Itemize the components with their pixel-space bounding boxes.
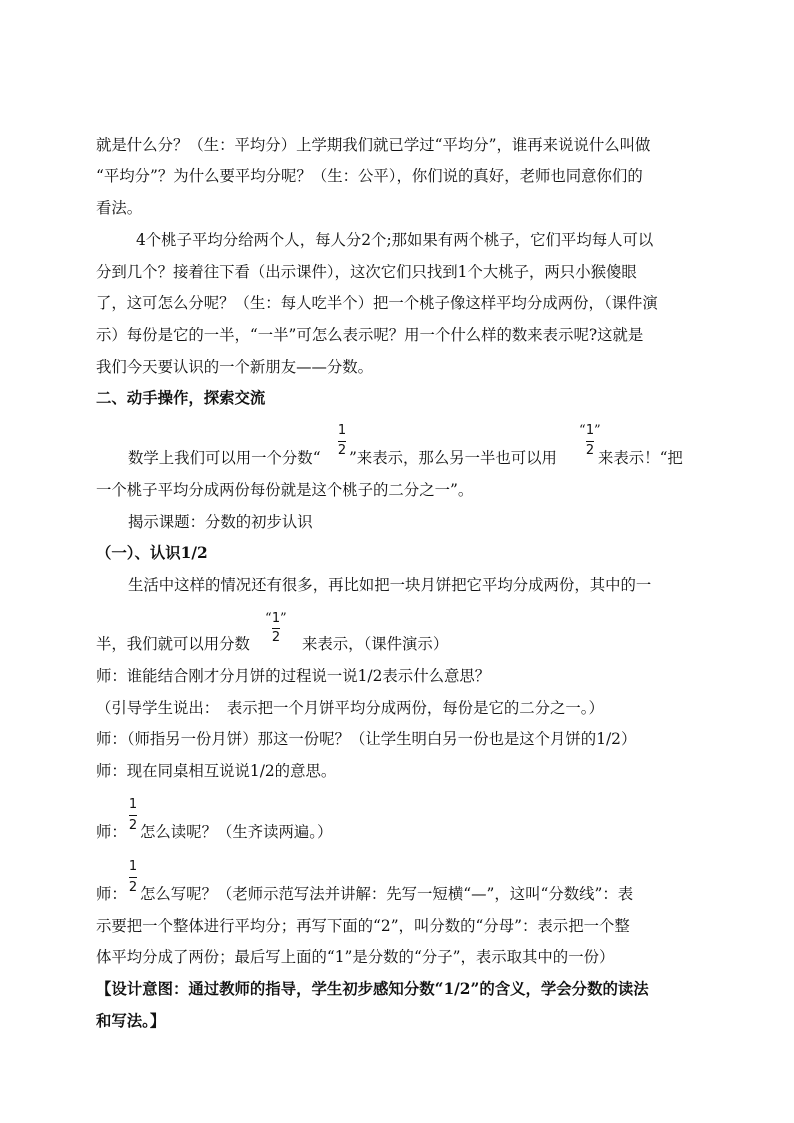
paragraph-line: 师：现在同桌相互说说1/2的意思。: [96, 762, 337, 780]
paragraph-line: 生活中这样的情况还有很多，再比如把一块月饼把它平均分成两份，其中的一: [128, 576, 652, 594]
paragraph-line: 我们今天要认识的一个新朋友——分数。: [96, 358, 374, 376]
paragraph-line: 师：（师指另一份月饼）那这一份呢？（让学生明白另一份也是这个月饼的1/2）: [96, 730, 637, 748]
fraction-denominator: 2: [585, 443, 595, 458]
section-heading: 二、动手操作，探索交流: [96, 389, 266, 407]
paragraph-line: 分到几个？接着往下看（出示课件），这次它们只找到1个大桃子，两只小猴傻眼: [96, 263, 637, 281]
paragraph-line: 揭示课题：分数的初步认识: [128, 513, 313, 531]
fraction-denominator: 2: [271, 630, 281, 645]
open-quote: “: [265, 611, 272, 626]
paragraph-line: 体平均分成了两份；最后写上面的“1”是分数的“分子”，表示取其中的一份）: [96, 948, 615, 966]
paragraph-line: 一个桃子平均分成两份每份就是这个桃子的二分之一”。: [96, 481, 474, 499]
fraction-numerator: 1: [128, 797, 138, 812]
paragraph-line: 来表示，（课件演示）: [302, 635, 449, 653]
paragraph-line: 示要把一个整体进行平均分；再写下面的“2”，叫分数的“分母”：表示把一个整: [96, 917, 630, 935]
paragraph-line: “平均分”？为什么要平均分呢？（生：公平），你们说的真好，老师也同意你们的: [96, 167, 643, 185]
fraction-numerator: 1: [337, 423, 347, 438]
paragraph-line: ”来表示，那么另一半也可以用: [349, 449, 557, 467]
close-quote: ”: [280, 611, 287, 626]
design-intent: 和写法。】: [96, 1012, 166, 1030]
fraction-numerator: 1: [585, 423, 595, 438]
close-quote: ”: [594, 423, 601, 438]
paragraph-line: 数学上我们可以用一个分数“: [128, 449, 321, 467]
fraction-bar: [586, 441, 594, 442]
paragraph-line: 来表示！“把: [598, 449, 683, 467]
paragraph-line: （引导学生说出： 表示把一个月饼平均分成两份，每份是它的二分之一。）: [96, 699, 604, 717]
paragraph-line: 就是什么分？（生：平均分）上学期我们就已学过“平均分”，谁再来说说什么叫做: [96, 136, 651, 154]
fraction-denominator: 2: [128, 880, 138, 895]
paragraph-line: 半，我们就可以用分数: [96, 635, 250, 653]
paragraph-line: 师：谁能结合刚才分月饼的过程说一说1/2表示什么意思？: [96, 667, 491, 685]
paragraph-line: 师：: [96, 885, 127, 903]
fraction-bar: [129, 877, 137, 878]
subsection-heading: （一）、认识1/2: [96, 544, 208, 562]
fraction-denominator: 2: [128, 818, 138, 833]
fraction-numerator: 1: [128, 859, 138, 874]
paragraph-line: 怎么写呢？（老师示范写法并讲解：先写一短横“—”，这叫“分数线”：表: [140, 885, 634, 903]
paragraph-line: 了，这可怎么分呢？（生：每人吃半个）把一个桃子像这样平均分成两份，（课件演: [96, 294, 658, 312]
paragraph-line: 示）每份是它的一半，“一半”可怎么表示呢？用一个什么样的数来表示呢?这就是: [96, 326, 644, 344]
open-quote: “: [579, 423, 586, 438]
fraction-denominator: 2: [337, 443, 347, 458]
paragraph-line: 看法。: [96, 199, 143, 217]
fraction-numerator: 1: [271, 611, 281, 626]
paragraph-line: 师：: [96, 823, 127, 841]
fraction-bar: [338, 441, 346, 442]
design-intent: 【设计意图：通过教师的指导，学生初步感知分数“1/2”的含义，学会分数的读法: [96, 980, 649, 998]
fraction-bar: [129, 815, 137, 816]
paragraph-line: 怎么读呢？（生齐读两遍。）: [140, 823, 333, 841]
fraction-bar: [272, 628, 280, 629]
paragraph-line: 4个桃子平均分给两个人，每人分2个;那如果有两个桃子，它们平均每人可以: [136, 231, 654, 249]
